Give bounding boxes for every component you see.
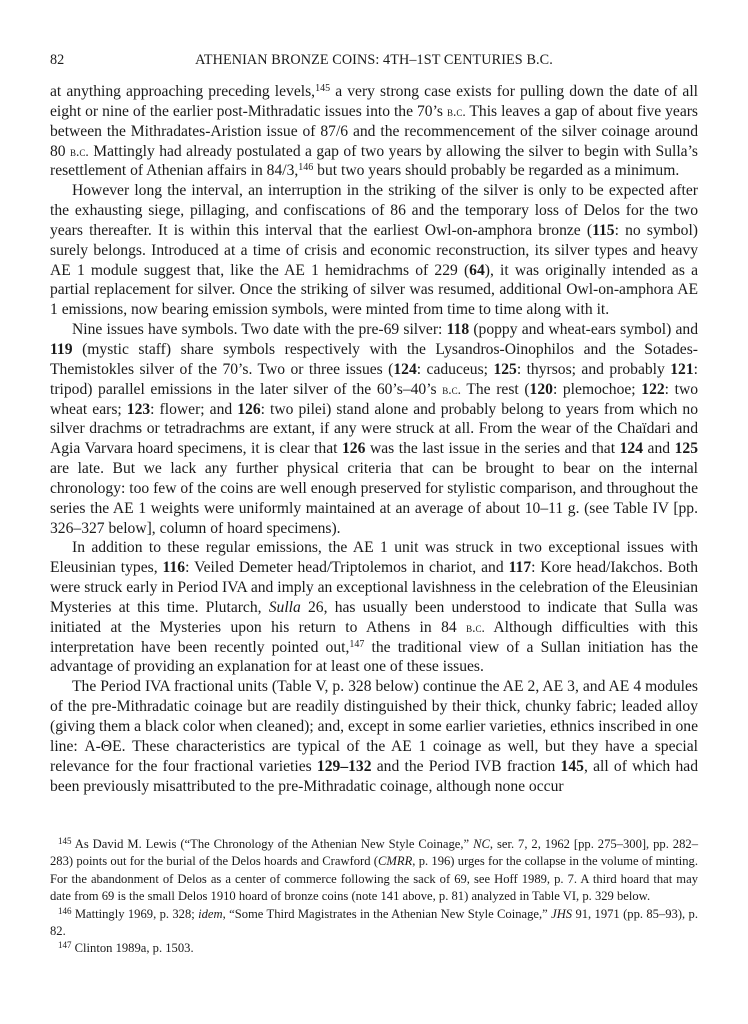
body-paragraph [50,677,698,796]
text-run: : plemochoe; [552,380,642,398]
era-abbrev: b.c. [70,143,89,159]
era-abbrev: b.c. [446,103,466,119]
coin-number: 123 [126,400,151,418]
coin-number: 125 [674,440,699,458]
text-run: This leaves a gap of about five years between the Mithradates-Aristion issue of 87/6 and the recommencement of the silver coinage around 80 [50,102,699,160]
text-run: was the last issue in the series and that [365,440,620,458]
coin-number: 122 [641,380,665,398]
footnote-number: 145 [58,836,72,846]
era-abbrev: b.c. [466,619,485,635]
text-run: the traditional view of a Sullan initiation has the advantage of providing an explanation for at least one of these issues. [50,638,698,676]
coin-number: 126 [237,400,261,418]
coin-number: 145 [560,757,584,775]
text-run: 91, 1971 (pp. 85–93), p. 82. [50,906,698,939]
coin-number: 125 [493,360,517,378]
coin-number: 124 [393,360,417,378]
page-number: 82 [50,52,65,68]
text-run: : tripod) parallel emissions in the later silver of the 60’s–40’s [50,360,698,398]
italic-text: Sulla [268,598,301,616]
footnote-ref: 146 [298,162,314,174]
text-run: The rest ( [461,380,530,398]
footnote [50,940,698,957]
text-run: , “Some Third Magistrates in the Athenian New Style Coinage,” [222,906,552,921]
text-run: , ser. 7, 2, 1962 [pp. 275–300], pp. 282–283) points out for the burial of the Delos hoards and Crawford ( [50,837,698,869]
coin-number: 126 [342,440,366,458]
footnote [50,906,698,941]
text-run: but two years should probably be regarded as a minimum. [313,162,680,180]
body-text [50,82,698,796]
body-paragraph [50,181,698,320]
text-run: at anything approaching preceding levels, [50,83,316,100]
running-title: ATHENIAN BRONZE COINS: 4TH–1ST CENTURIES B.C. [195,52,553,68]
footnote-ref: 147 [349,638,365,650]
italic-text: JHS [551,906,573,921]
footnote [50,836,698,906]
text-run: (poppy and wheat-ears symbol) and [469,321,699,339]
text-run: : caduceus; [416,360,494,378]
body-paragraph [50,320,698,538]
era-abbrev: b.c. [442,381,462,397]
text-run: As David M. Lewis (“The Chronology of the Athenian New Style Coinage,” [71,837,474,851]
coin-number: 64 [469,261,485,279]
text-run: are late. But we lack any further physical criteria that can be brought to bear on the internal chronology: too few of the coins are well enough preserved for stylistic comparison, and throughout the series the AE 1 weights were uniformly maintained at an average of about 10–11 g. (see Table IV [pp. 326–327 below], column of hoard specimens). [50,460,698,537]
text-run: , p. 196) urges for the collapse in the volume of minting. For the abandonment of Delos as a center of commerce following the sack of 69, see Hoff 1989, p. 7. A third hoard that may date from 69 is the small Delos 1910 hoard of bronze coins (note 141 above, p. 81) analyzed in Table VI, p. 329 below. [50,854,698,904]
text-run: In addition to these regular emissions, the AE 1 unit was struck in two exceptional issues with Eleusinian types, [50,539,698,577]
coin-number: 120 [529,380,553,398]
text-run: : two wheat ears; [50,380,698,418]
coin-number: 119 [50,340,73,358]
footnote-number: 147 [58,940,72,951]
coin-number: 118 [446,321,470,339]
footnote-number: 146 [58,905,72,916]
italic-text: CMRR [378,854,413,869]
text-run: a very strong case exists for pulling down the date of all eight or nine of the earlier post-Mithradatic issues into the 70’s [50,83,698,120]
coin-number: 121 [670,360,694,378]
coin-number: 117 [508,559,532,577]
text-run: 26, has usually been understood to indicate that Sulla was initiated at the Mysteries upon his return to Athens in 84 [50,598,698,636]
text-run: Mattingly 1969, p. 328; [71,906,199,921]
text-run: The Period IVA fractional units (Table V, p. 328 below) continue the AE 2, AE 3, and AE 4 modules of the pre-Mithradatic coinage but are readily distinguished by their thick, chunky fabric; leaded alloy (giving them a black color when cleaned); and, except in some earlier varieties, ethnics inscribed in one line: Α-ΘΕ. These characteristics are typical of the AE 1 coinage as well, but they have a special relevance for the four fractional varieties [50,678,698,775]
text-run: However long the interval, an interruption in the striking of the silver is only to be expected after the exhausting siege, pillaging, and confiscations of 86 and the temporary loss of Delos for the two years thereafter. It is within this interval that the earliest Owl-on-amphora bronze ( [50,182,698,239]
text-run: (mystic staff) share symbols respectively with the Lysandros-Oinophilos and the Sotades-Themistokles silver of the 70’s. Two or three issues ( [50,340,698,378]
text-run: : no symbol) surely belongs. Introduced at a time of crisis and economic reconstruction, its silver types and heavy AE 1 module suggest that, like the AE 1 hemidrachms of 229 ( [50,221,698,279]
text-run: and the Period IVB fraction [371,757,561,775]
italic-text: NC [473,837,490,851]
text-run: Mattingly had already postulated a gap of two years by allowing the silver to begin with Sulla’s resettlement of Athenian affairs in 84/3, [50,142,698,180]
text-run: : Kore head/Iakchos. Both were struck early in Period IVA and imply an exceptional lavishness in the celebration of the Eleusinian Mysteries at this time. Plutarch, [50,559,698,616]
coin-number: 115 [592,221,615,239]
text-run: Clinton 1989a, p. 1503. [71,941,194,956]
page-header [50,52,698,74]
text-run: : thyrsos; and probably [516,360,671,378]
body-paragraph [50,538,698,677]
coin-number: 124 [619,440,643,458]
text-run: , all of which had been previously misattributed to the pre-Mithradatic coinage, although none occur [50,757,698,795]
text-run: Nine issues have symbols. Two date with the pre-69 silver: [72,321,447,339]
text-run: : Veiled Demeter head/Triptolemos in chariot, and [185,559,509,577]
footnote-ref: 145 [315,83,331,94]
text-run: : flower; and [150,400,238,418]
page [50,52,698,796]
text-run: and [643,440,675,458]
body-paragraph [50,82,698,181]
text-run: : two pilei) stand alone and probably belong to years from which no silver drachms or tetradrachms are extant, if any were struck at all. From the wear of the Chaïdari and Agia Varvara hoard specimens, it is clear that [50,400,699,458]
coin-number: 116 [162,559,186,577]
text-run: ), it was originally intended as a partial replacement for silver. Once the striking of silver was resumed, additional Owl-on-amphora AE 1 emissions, now bearing emission symbols, were minted from time to time along with it. [50,261,698,319]
italic-text: idem [198,906,223,921]
text-run: Although difficulties with this interpretation have been recently pointed out, [50,618,698,656]
coin-number: 129–132 [316,757,372,775]
footnotes [50,836,698,958]
